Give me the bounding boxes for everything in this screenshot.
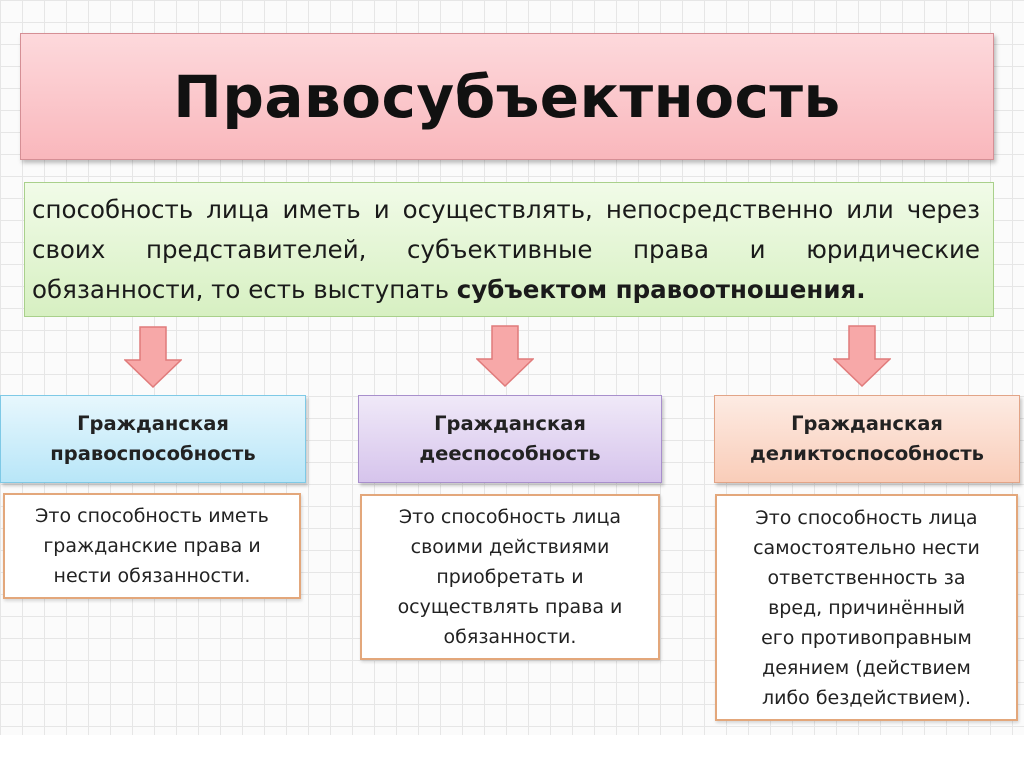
description-box-legal-capacity: [3, 493, 301, 599]
down-arrow-icon-right: [833, 325, 891, 387]
page-title: Правосубъектность: [173, 62, 841, 131]
definition-main: способность лица иметь и осуществлять, непосредственно или через своих представителей, субъективные права и юридические обязанности, то есть выступать: [32, 195, 980, 304]
category-box-tort-capacity: [714, 395, 1020, 483]
description-text: Это способность лица самостоятельно нести ответственность за вред, причинённый его противоправным деянием (действием либо бездействием).: [753, 506, 980, 709]
title-banner: [20, 33, 994, 160]
down-arrow-icon-left: [124, 326, 182, 388]
description-box-active-capacity: [360, 494, 660, 660]
down-arrow-icon-center: [476, 325, 534, 387]
category-box-legal-capacity: [0, 395, 306, 483]
category-label: Гражданская деликтоспособность: [750, 412, 984, 465]
description-text: Это способность иметь гражданские права и нести обязанности.: [35, 505, 269, 587]
bottom-band: [0, 735, 1024, 767]
description-text: Это способность лица своими действиями приобретать и осуществлять права и обязанности.: [397, 506, 623, 648]
category-label: Гражданская дееспособность: [419, 412, 601, 465]
definition-emphasis: субъектом правоотношения.: [456, 275, 866, 304]
category-label: Гражданская правоспособность: [50, 412, 256, 465]
category-box-active-capacity: [358, 395, 662, 483]
description-box-tort-capacity: [715, 494, 1018, 721]
definition-text: [32, 190, 980, 310]
